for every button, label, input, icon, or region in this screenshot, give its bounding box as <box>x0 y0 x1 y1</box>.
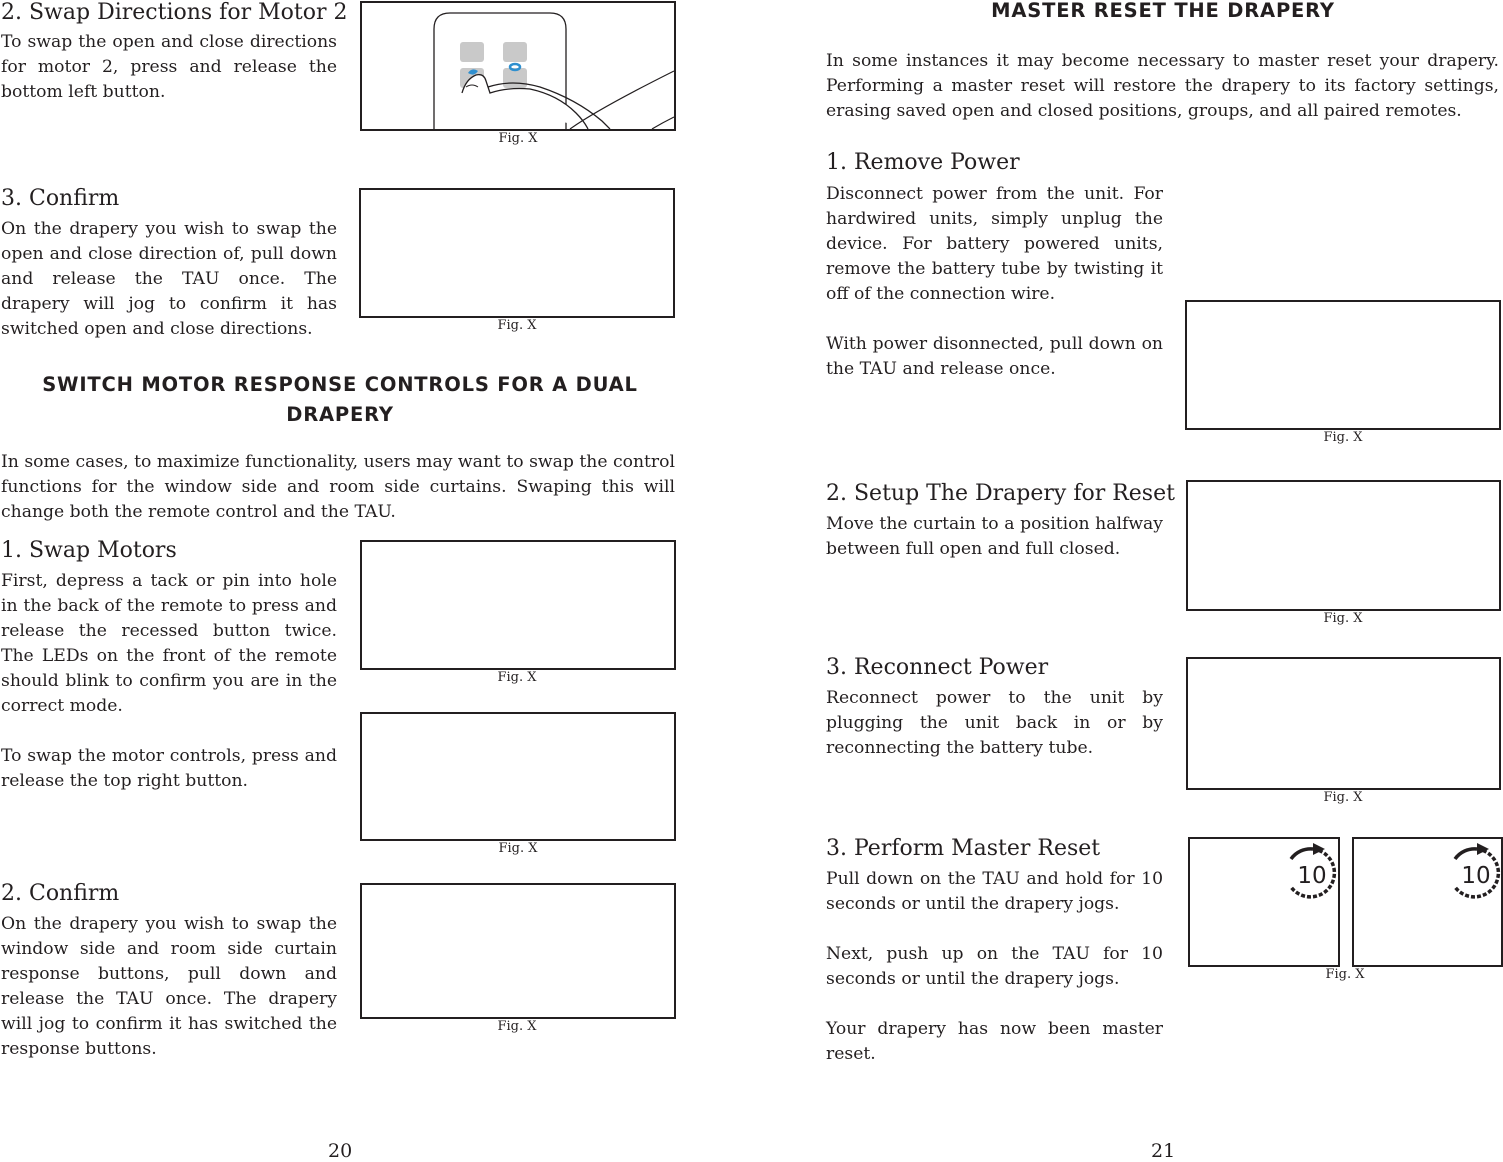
swap-motors-body <box>1 569 337 794</box>
reconnect-text: Reconnect power to the unit by plugging the unit back in or by reconnecting the battery tube. <box>826 688 1163 758</box>
confirm-response-heading: 2. Confirm <box>1 881 120 906</box>
swap-motors-heading: 1. Swap Motors <box>1 538 177 563</box>
remote-figure <box>360 1 676 131</box>
master-reset-text1: Pull down on the TAU and hold for 10 seconds or until the drapery jogs. <box>826 869 1163 914</box>
figure-caption: Fig. X <box>497 1019 537 1034</box>
pull-down-figure <box>1188 837 1340 967</box>
figure-caption: Fig. X <box>497 670 537 685</box>
section-intro: In some cases, to maximize functionality, users may want to swap the control functions for the window side and room side curtains. Swaping this will change both the remote control and the TAU. <box>1 452 675 522</box>
setup-heading: 2. Setup The Drapery for Reset <box>826 481 1175 506</box>
timer-label: 10 <box>1297 863 1327 889</box>
confirm-direction-text: On the drapery you wish to swap the open and close direction of, pull down and release the TAU once. The drapery will jog to confirm it has switched open and close directions. <box>1 219 337 339</box>
swap-directions-heading: 2. Swap Directions for Motor 2 <box>1 0 348 25</box>
swap-motors-text2: To swap the motor controls, press and release the top right button. <box>1 746 337 791</box>
master-reset-body <box>826 867 1163 1067</box>
section-heading-line2: DRAPERY <box>286 403 394 426</box>
remove-power-heading: 1. Remove Power <box>826 150 1020 175</box>
remove-power-body <box>826 182 1163 382</box>
figure-placeholder <box>1186 480 1501 611</box>
figure-caption: Fig. X <box>1323 611 1363 626</box>
figure-caption: Fig. X <box>1323 430 1363 445</box>
figure-caption: Fig. X <box>1323 790 1363 805</box>
master-reset-text3: Your drapery has now been master reset. <box>826 1019 1163 1064</box>
figure-placeholder <box>1186 657 1501 790</box>
swap-motors-text1: First, depress a tack or pin into hole in the back of the remote to press and release the recessed button twice. The LEDs on the front of the remote should blink to confirm you are in the correct mode. <box>1 571 337 716</box>
figure-caption: Fig. X <box>1325 967 1365 982</box>
page-number-right: 21 <box>1151 1140 1176 1162</box>
master-reset-heading: 3. Perform Master Reset <box>826 836 1101 861</box>
timer-label: 10 <box>1461 863 1491 889</box>
timer-10-icon <box>1447 843 1503 905</box>
section-heading-line1: SWITCH MOTOR RESPONSE CONTROLS FOR A DUAL <box>42 373 638 396</box>
section-heading <box>0 370 680 430</box>
setup-text: Move the curtain to a position halfway between full open and full closed. <box>826 514 1163 559</box>
remove-power-text1: Disconnect power from the unit. For hardwired units, simply unplug the device. For battery powered units, remove the battery tube by twisting it off of the connection wire. <box>826 184 1163 304</box>
timer-10-icon <box>1283 843 1340 905</box>
swap-directions-text: To swap the open and close directions for motor 2, press and release the bottom left button. <box>1 32 337 102</box>
push-up-figure <box>1352 837 1503 967</box>
master-reset-intro: In some instances it may become necessary to master reset your drapery. Performing a master reset will restore the drapery to its factory settings, erasing saved open and closed positions, groups, and all paired remotes. <box>826 51 1499 121</box>
reconnect-heading: 3. Reconnect Power <box>826 655 1049 680</box>
master-reset-title: MASTER RESET THE DRAPERY <box>991 0 1335 22</box>
figure-placeholder <box>1185 300 1501 430</box>
figure-caption: Fig. X <box>498 131 538 146</box>
figure-caption: Fig. X <box>497 318 537 333</box>
remote-press-illustration <box>362 3 674 129</box>
figure-placeholder <box>360 712 676 841</box>
master-reset-text2: Next, push up on the TAU for 10 seconds or until the drapery jogs. <box>826 944 1163 989</box>
remove-power-text2: With power disonnected, pull down on the TAU and release once. <box>826 334 1163 379</box>
figure-placeholder <box>360 540 676 670</box>
confirm-direction-heading: 3. Confirm <box>1 186 120 211</box>
page-number-left: 20 <box>328 1140 353 1162</box>
confirm-response-text: On the drapery you wish to swap the window side and room side curtain response buttons, pull down and release the TAU once. The drapery will jog to confirm it has switched the response buttons. <box>1 914 337 1059</box>
figure-caption: Fig. X <box>498 841 538 856</box>
figure-placeholder <box>360 883 676 1019</box>
figure-placeholder <box>359 188 675 318</box>
